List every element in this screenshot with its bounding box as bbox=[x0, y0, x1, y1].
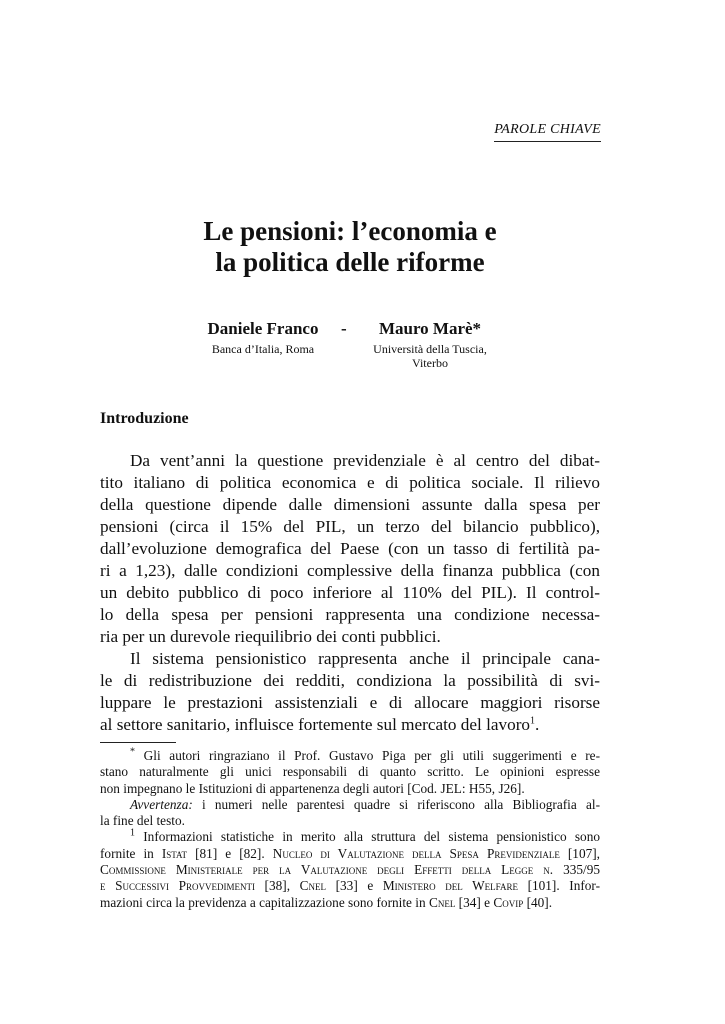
footnote-star: * Gli autori ringraziano il Prof. Gustavo Piga per gli utili suggerimenti e re- bbox=[130, 746, 601, 763]
footnote-line: la fine del testo. bbox=[100, 813, 185, 829]
footnote-ref-1: 1 bbox=[530, 715, 536, 727]
title-line-2: la politica delle riforme bbox=[215, 247, 485, 277]
author-name: Mauro Marè* bbox=[378, 319, 482, 338]
author-mare bbox=[360, 319, 500, 370]
body-text bbox=[100, 450, 600, 736]
body-line: ri a 1,23), dalle condizioni complessive della finanza pubblica (con bbox=[100, 561, 600, 580]
footnote-line: stano naturalmente gli unici responsabili di quanto scritto. Le opinioni espresse bbox=[100, 764, 600, 780]
footnote-line: mazioni circa la previdenza a capitalizzazione sono fornite in Cnel [34] e Covip [40]. bbox=[100, 894, 553, 910]
footnote-warning: Avvertenza: i numeri nelle parentesi quadre si riferiscono alla Bibliografia al- bbox=[130, 796, 600, 812]
body-line: un debito pubblico di poco inferiore al 110% del PIL). Il control- bbox=[100, 583, 600, 602]
body-line: lo della spesa per pensioni rappresenta una condizione necessa- bbox=[100, 605, 600, 624]
body-line: Da vent’anni la questione previdenziale è al centro del dibat- bbox=[130, 451, 600, 470]
author-name: Daniele Franco bbox=[207, 319, 319, 338]
footnote-1: $^1$ Informazioni statistiche in merito alla struttura del sistema pensionistico sono bbox=[130, 828, 601, 845]
article-title bbox=[0, 216, 700, 278]
title-line-1: Le pensioni: l’economia e bbox=[203, 216, 497, 246]
author-separator: - bbox=[341, 319, 347, 338]
body-line: Il sistema pensionistico rappresenta anche il principale cana- bbox=[130, 649, 600, 668]
body-line: della questione dipende dalle dimensioni assunte dalla spesa per bbox=[100, 495, 600, 514]
body-line: tito italiano di politica economica e di politica sociale. Il rilievo bbox=[100, 473, 600, 492]
section-heading: Introduzione bbox=[100, 410, 189, 427]
body-line-last: al settore sanitario, influisce fortemente sul mercato del lavoro$^1$. bbox=[100, 715, 540, 734]
footnotes bbox=[100, 748, 600, 911]
body-line: le di redistribuzione dei redditi, condiziona la possibilità di svi- bbox=[100, 671, 600, 690]
footnote-line: e Successivi Provvedimenti [38], Cnel [33] e Ministero del Welfare [101]. Infor- bbox=[100, 878, 601, 894]
running-header: PAROLE CHIAVE bbox=[494, 122, 601, 142]
body-line: luppare le prestazioni assistenziali e di allocare maggiori risorse bbox=[100, 693, 600, 712]
footnote-line: fornite in Istat [81] e [82]. Nucleo di Valutazione della Spesa Previdenziale [107], bbox=[100, 845, 601, 861]
author-affiliation: Banca d’Italia, Roma bbox=[211, 342, 315, 356]
footnote-rule bbox=[100, 742, 176, 743]
author-franco bbox=[188, 319, 338, 356]
footnote-line: non impegnano le Istituzioni di appartenenza degli autori [Cod. JEL: H55, J26]. bbox=[100, 780, 525, 796]
body-line: ria per un durevole riequilibrio dei conti pubblici. bbox=[100, 627, 441, 646]
body-line: pensioni (circa il 15% del PIL, un terzo del bilancio pubblico), bbox=[100, 517, 600, 536]
author-affiliation: Università della Tuscia, Viterbo bbox=[373, 342, 487, 370]
footnote-line: Commissione Ministeriale per la Valutazione degli Effetti della Legge n. 335/95 bbox=[100, 862, 601, 878]
body-line: dall’evoluzione demografica del Paese (con un tasso di fertilità pa- bbox=[100, 539, 600, 558]
